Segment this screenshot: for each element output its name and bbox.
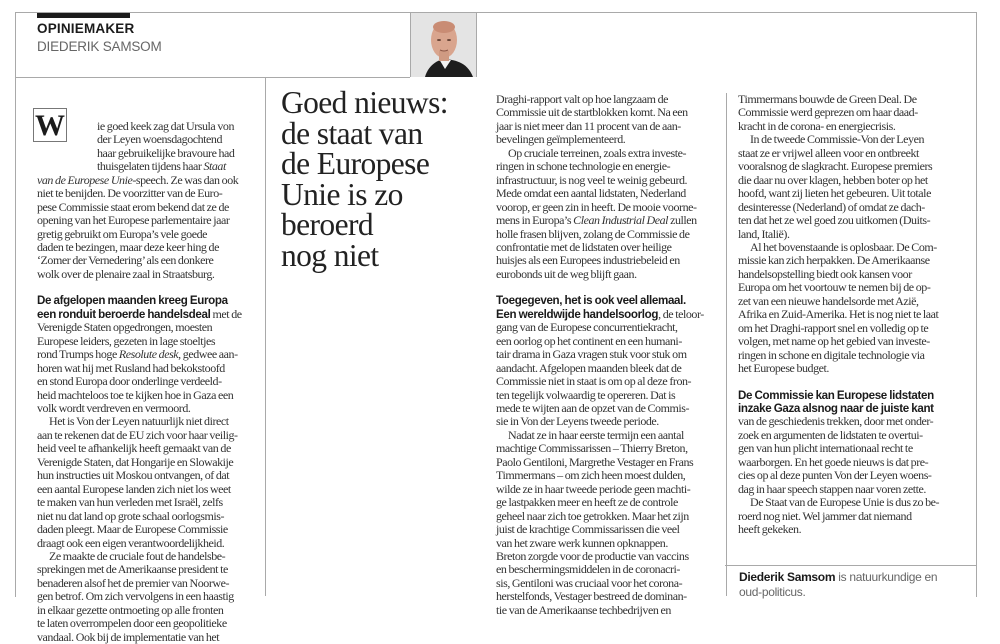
body-text: , de teloor- gang van de Europese concurrentiekracht, een oorlog op het continent en een humani- tair drama in Gaza vragen stuk voor stuk om aandacht. Afgelopen maanden bleek dat de Commissie niet in staat is om op al deze fron- ten tegelijk volwaardig te opereren. Dat is mede te wijten aan de opzet van de Commis- sie in Von der Leyens tweede periode. [496,306,704,429]
kicker-bar [37,13,130,18]
body-text: , gedwee aan- horen wat hij met Rusland had bekokstoofd en stond Europa door onderlinge verdeeld- heid machteloos toe te kijken hoe in Gaza een volk wordt verdreven en vermoord. [37,347,238,415]
paragraph [496,147,722,282]
italic-text: Resolute desk [118,347,179,362]
paragraph [37,415,262,550]
body-text: ie goed keek zag dat Ursula von der Leyen woensdagochtend haar gebruikelijke bravoure had thuisgelaten tijdens haar [97,118,235,174]
body-text: -speech. Ze was dan ook niet te benijden. De voorzitter van de Euro- pese Commissie staat erom bekend dat ze de opening van het Europese parlementaire jaar gretig gebruikt om Europa’s vele goede daden te bezingen, maar deze keer hing de ‘Zomer der Vernedering’ als een donkere wolk over de plenaire zaal in Straatsburg. [37,172,239,281]
lead-in-text: De Commissie kan Europese lidstaten inzake Gaza alsnog naar de juiste kant [738,388,934,415]
italic-text: Clean Industrial Deal [573,213,669,228]
lead-in-text: De afgelopen maanden kreeg Europa een ronduit beroerde handelsdeal [37,294,228,321]
bio-name: Diederik Samsom [739,570,836,584]
paragraph [738,496,970,536]
body-text: met de Verenigde Staten opgedrongen, moesten Europese leiders, gezeten in lage stoeltjes rond Trumps hoge [37,306,242,362]
body-text: Ze maakte de cruciale fout de handelsbe- sprekingen met de Amerikaanse president te benaderen alsof het de premier van Noorwe- gen betrof. Om zich vervolgens in een haastig in elkaar gezette ontmoeting op alle fronten te laten overrompelen door een geopolitieke vandaal. Ook bij de implementatie van het [37,548,234,644]
header-divider [15,77,410,78]
body-text: Draghi-rapport valt op hoe langzaam de Commissie uit de startblokken komt. Na een jaar is niet meer dan 11 procent van de aan- bevelingen geïmplementeerd. [496,92,688,147]
article-column-3 [738,93,970,537]
paragraph [496,294,722,429]
body-text: van de geschiedenis trekken, door met onder- zoek en argumenten de lidstaten te overtui- gen van hun plicht internationaal recht te waarborgen. En het goede nieuws is dat pre- cies op al deze punten Von der Leyen woens- dag in haar speech stappen naar voren zette. [738,414,934,496]
paragraph [496,93,722,147]
author-bio [739,570,969,599]
body-text: Timmermans bouwde de Green Deal. De Commissie werd geprezen om haar daad- kracht in de corona- en energiecrisis. [738,92,918,133]
drop-cap: W [35,109,65,143]
body-text: zullen holle frasen blijven, zolang de Commissie de confrontatie met de lidstaten over heilige huisjes als een Europees industriebeleid en eurobonds uit de weg blijft gaan. [496,213,697,281]
bio-text: is natuurkundige en oud-politicus. [739,570,938,599]
body-text: Op cruciale terreinen, zoals extra investe- ringen in schone technologie en energie- infrastructuur, is nog veel te weinig gebeurd. Mede omdat een aantal lidstaten, Nederland voorop, er geen zin in heeft. De mooie voorne- mens in Europa’s [496,145,697,228]
body-text: De Staat van de Europese Unie is dus zo be- roerd nog niet. Wel jammer dat niemand heeft gekeken. [738,495,940,537]
body-text: Nadat ze in haar eerste termijn een aantal machtige Commissarissen – Thierry Breton, Paolo Gentiloni, Margrethe Vestager en Frans Timmermans – om zich heen moest dulden, wilde ze in haar tweede periode geen machti- ge lastpakken meer en heeft ze de controle geheel naar zich toe getrokken. Maar het zijn juist de krachtige Commissarissen die veel van het zware werk kunnen opknappen. Breton zorgde voor de productie van vaccins en beschermingsmiddelen in de coronacri- sis, Gentiloni was cruciaal voor het corona- herstelfonds, Vestager bestreed de dominan- tie van de Amerikaanse techbedrijven en [496,427,694,617]
column-author: DIEDERIK SAMSOM [37,39,162,54]
paragraph [37,550,262,644]
article-column-1 [37,93,262,644]
headline: Goed nieuws: de staat van de Europese Unie is zo beroerd nog niet [281,85,448,273]
paragraph [738,93,970,133]
paragraph [738,389,970,497]
lead-in-text: Toegegeven, het is ook veel allemaal. Een wereldwijde handelsoorlog [496,294,686,321]
paragraph [738,241,970,376]
paragraph [496,429,722,617]
paragraph [37,294,262,415]
body-text: Al het bovenstaande is oplosbaar. De Com- missie kan zich herpakken. De Amerikaanse handelsopstelling biedt ook kansen voor Europa om het voortouw te nemen bij de op- zet van een nieuwe handelsorde met Azië, Afrika en Zuid-Amerika. Het is nog niet te laat om het Draghi-rapport snel en volledig op te volgen, met name op het gebied van investe- ringen in schone en digitale technologie via het Europese budget. [738,239,939,376]
body-text: Het is Von der Leyen natuurlijk niet direct aan te rekenen dat de EU zich voor haar veilig- heid veel te afhankelijk heeft gemaakt van de Verenigde Staten, dat Hongarije en Slowakije hun instructies uit Moskou ontvangen, of dat een aantal Europese landen zich niet los weet te maken van hun verleden met Israël, zelfs niet nu dat land op grote schaal oorlogsmis- daden pleegt. Maar de Europese Commissie draagt ook een eigen verantwoordelijkheid. [37,414,238,550]
column-divider [726,93,727,596]
author-portrait-icon [410,13,477,77]
article-column-2 [496,93,722,617]
bio-divider [725,565,976,566]
column-divider [265,78,266,596]
paragraph [738,133,970,241]
body-text: In de tweede Commissie-Von der Leyen staat ze er vrijwel alleen voor en ontbreekt vooralsnog de slagkracht. Europese premiers die daar nu over klagen, hebben boter op het hoofd, want zij lieten het gebeuren. Uit totale desinteresse (Nederland) of omdat ze dach- ten dat het ze wel goed zou uitkomen (Duits- land, Italië). [738,132,933,241]
italic-text: Staat van de Europese Unie [37,159,226,187]
column-kicker: OPINIEMAKER [37,21,135,36]
